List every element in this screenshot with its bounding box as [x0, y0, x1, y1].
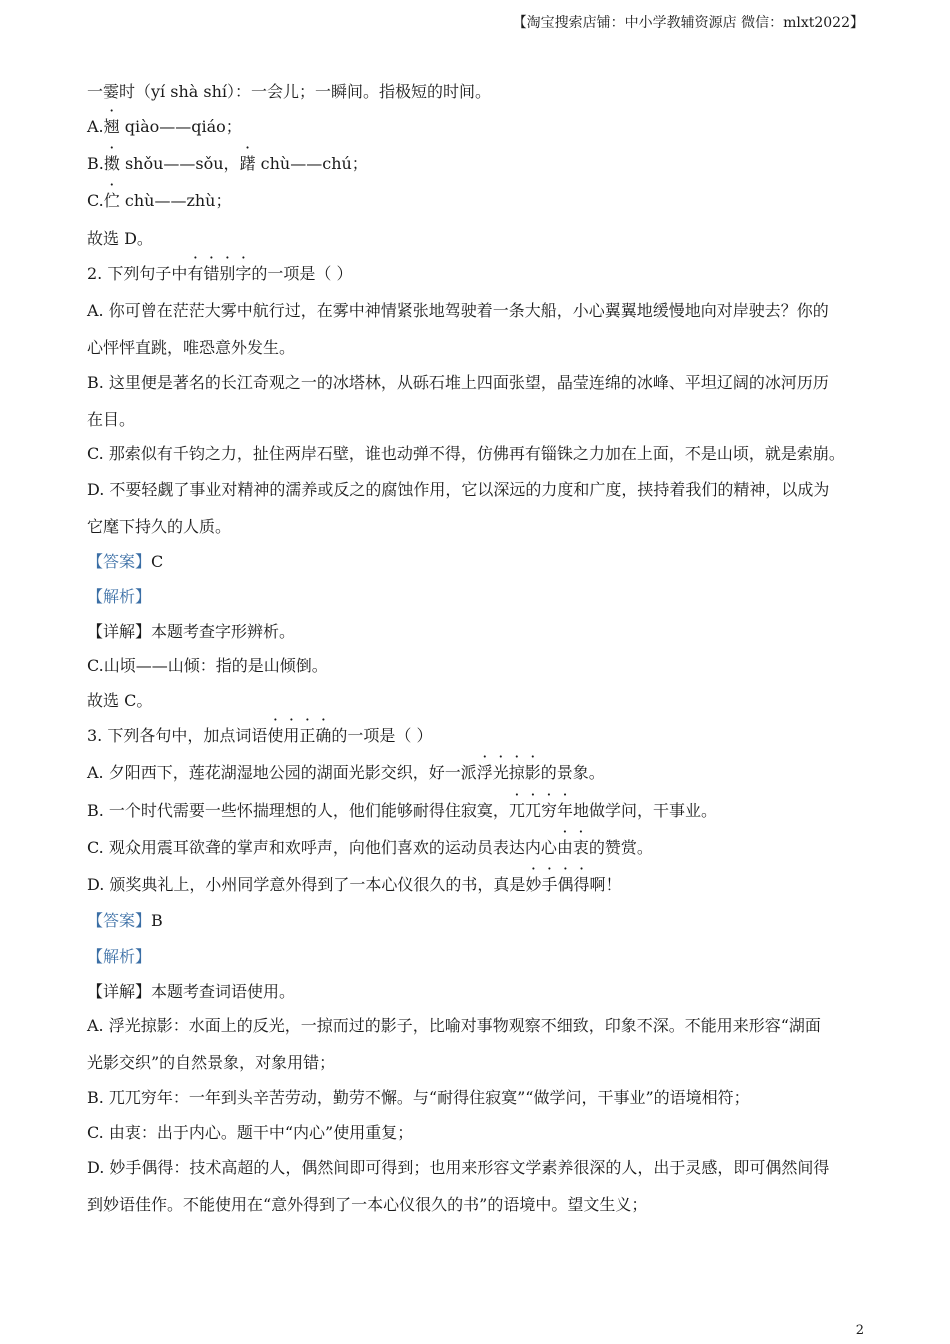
emphasis-dotted-char: 光 — [492, 763, 509, 782]
text-run: 2. 下列句子中 — [87, 264, 188, 283]
text-line — [87, 725, 877, 747]
text-run: B — [151, 911, 163, 930]
text-run: B. 这里便是著名的长江奇观之一的冰塔林，从砾石堆上四面张望，晶莹连绵的冰峰、平坦辽阔的冰河历历 — [87, 373, 829, 392]
emphasis-dotted-char: 穷 — [540, 801, 557, 820]
text-line — [87, 116, 877, 138]
text-line — [87, 1194, 877, 1216]
emphasis-dotted-char: 确 — [315, 726, 332, 745]
text-line — [87, 300, 877, 322]
text-line — [87, 874, 877, 896]
text-run: B. 一个时代需要一些怀揣理想的人，他们能够耐得住寂寞， — [87, 801, 509, 820]
emphasis-dotted-char: 用 — [283, 726, 300, 745]
text-run: 光影交织”的自然景象，对象用错； — [87, 1053, 336, 1072]
page-header: 【淘宝搜索店铺：中小学教辅资源店 微信：mlxt2022】 — [512, 15, 864, 31]
text-line — [87, 516, 877, 538]
text-run: C. — [87, 191, 104, 210]
text-run: 3. 下列各句中，加点词语 — [87, 726, 268, 745]
text-run: 一霎时（yí shà shí）：一会儿；一瞬间。指极短的时间。 — [87, 82, 492, 101]
text-line — [87, 479, 877, 501]
emphasis-dotted-char: 翘 — [103, 117, 120, 136]
text-line — [87, 1157, 877, 1179]
text-line — [87, 586, 877, 608]
text-run: B. — [87, 154, 104, 173]
text-run: B. 兀兀穷年：一年到头辛苦劳动，勤劳不懈。与“耐得住寂寞”“做学问，干事业”的语境相符； — [87, 1088, 750, 1107]
text-run: C. 由衷：出于内心。题干中“内心”使用重复； — [87, 1123, 414, 1142]
emphasis-dotted-char: 别 — [219, 264, 236, 283]
text-line — [87, 337, 877, 359]
text-line — [87, 263, 877, 285]
text-run: 的一项是（ ） — [331, 726, 433, 745]
text-run: 心怦怦直跳，唯恐意外发生。 — [87, 338, 296, 357]
emphasis-dotted-char: 得 — [573, 875, 590, 894]
text-run: A. 夕阳西下，莲花湖湿地公园的湖面光影交织，好一派 — [87, 763, 477, 782]
text-run: 【详解】本题考查字形辨析。 — [87, 622, 296, 641]
text-run: 它麾下持久的人质。 — [87, 517, 232, 536]
emphasis-dotted-char: 掠 — [508, 763, 525, 782]
text-run: A. 你可曾在茫茫大雾中航行过，在雾中神情紧张地驾驶着一条大船，小心翼翼地缓慢地向对岸驶去？你的 — [87, 301, 829, 320]
emphasis-dotted-char: 由 — [556, 838, 573, 857]
text-run: A. — [87, 117, 104, 136]
emphasis-dotted-char: 躇 — [239, 154, 256, 173]
text-line — [87, 762, 877, 784]
text-line — [87, 1052, 877, 1074]
text-run: 在目。 — [87, 410, 136, 429]
text-run: chù——chú； — [255, 154, 368, 173]
section-tag: 【答案】 — [87, 552, 152, 571]
text-line — [87, 81, 877, 103]
text-line — [87, 409, 877, 431]
page-number: 2 — [855, 1323, 864, 1338]
text-run: 【详解】本题考查词语使用。 — [87, 982, 296, 1001]
text-run: shǒu——sǒu， — [119, 154, 240, 173]
emphasis-dotted-char: 妙 — [525, 875, 542, 894]
text-run: chù——zhù； — [119, 191, 232, 210]
emphasis-dotted-char: 伫 — [103, 191, 120, 210]
text-line — [87, 621, 877, 643]
emphasis-dotted-char: 手 — [541, 875, 558, 894]
text-run: C. 那索似有千钧之力，扯住两岸石壁，谁也动弹不得，仿佛再有锱铢之力加在上面，不是山顷，就是索崩。 — [87, 444, 845, 463]
text-run: 的景象。 — [540, 763, 605, 782]
text-line — [87, 551, 877, 573]
emphasis-dotted-char: 使 — [267, 726, 284, 745]
text-run: 到妙语佳作。不能使用在“意外得到了一本心仪很久的书”的语境中。望文生义； — [87, 1195, 648, 1214]
text-run: 地做学问，干事业。 — [573, 801, 718, 820]
emphasis-dotted-char: 影 — [524, 763, 541, 782]
text-line — [87, 190, 877, 212]
emphasis-dotted-char: 浮 — [476, 763, 493, 782]
emphasis-dotted-char: 正 — [299, 726, 316, 745]
emphasis-dotted-char: 字 — [235, 264, 252, 283]
text-line — [87, 981, 877, 1003]
text-line — [87, 153, 877, 175]
text-line — [87, 946, 877, 968]
text-line — [87, 372, 877, 394]
text-line — [87, 443, 877, 465]
emphasis-dotted-char: 兀 — [508, 801, 525, 820]
text-line — [87, 228, 877, 250]
text-run: 啊！ — [589, 875, 622, 894]
text-run: D. 不要轻觑了事业对精神的濡养或反之的腐蚀作用，它以深远的力度和广度，挟持着我们的精神，以成为 — [87, 480, 830, 499]
emphasis-dotted-char: 擞 — [103, 154, 120, 173]
text-line — [87, 1087, 877, 1109]
text-line — [87, 655, 877, 677]
text-run: D. 妙手偶得：技术高超的人，偶然间即可得到；也用来形容文学素养很深的人，出于灵感，即可偶然间得 — [87, 1158, 830, 1177]
text-run: D. 颁奖典礼上，小州同学意外得到了一本心仪很久的书，真是 — [87, 875, 526, 894]
text-run: 故选 C。 — [87, 691, 153, 710]
text-run: C.山顷——山倾：指的是山倾倒。 — [87, 656, 328, 675]
text-line — [87, 690, 877, 712]
emphasis-dotted-char: 错 — [203, 264, 220, 283]
section-tag: 【答案】 — [87, 911, 152, 930]
emphasis-dotted-char: 年 — [556, 801, 573, 820]
emphasis-dotted-char: 衷 — [572, 838, 589, 857]
emphasis-dotted-char: 兀 — [524, 801, 541, 820]
text-line — [87, 910, 877, 932]
text-run: C. 观众用震耳欲聋的掌声和欢呼声，向他们喜欢的运动员表达内心 — [87, 838, 557, 857]
text-run: 的一项是（ ） — [251, 264, 353, 283]
text-line — [87, 800, 877, 822]
text-line — [87, 1015, 877, 1037]
text-run: A. 浮光掠影：水面上的反光，一掠而过的影子，比喻对事物观察不细致，印象不深。不能用来形容“湖面 — [87, 1016, 821, 1035]
section-tag: 【解析】 — [87, 947, 152, 966]
emphasis-dotted-char: 有 — [187, 264, 204, 283]
text-line — [87, 837, 877, 859]
text-line — [87, 1122, 877, 1144]
emphasis-dotted-char: 偶 — [557, 875, 574, 894]
text-run: 的赞赏。 — [588, 838, 653, 857]
section-tag: 【解析】 — [87, 587, 152, 606]
text-run: qiào——qiáo； — [119, 117, 242, 136]
text-run: 故选 D。 — [87, 229, 153, 248]
text-run: C — [151, 552, 164, 571]
